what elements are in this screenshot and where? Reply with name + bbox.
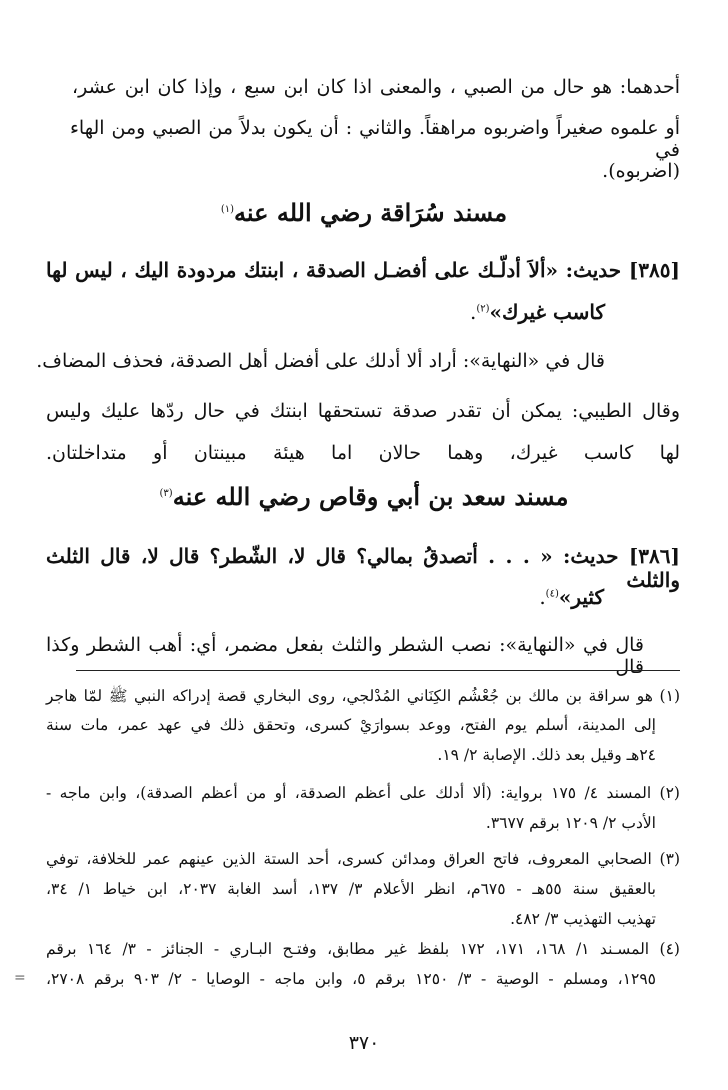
continuation-mark: = — [14, 970, 26, 986]
heading2-footnote-ref: (٣) — [159, 488, 173, 499]
footnote-3-line2: بالعقيق سنة ٥٥هـ - ٦٧٥م، انظر الأعلام ٣/ ١٣٧، أسد الغابة ٢٠٣٧، ابن خياط ١/ ٣٤، — [46, 880, 656, 898]
footnote-divider — [76, 670, 680, 671]
heading2-text: مسند سعد بن أبي وقاص رضي الله عنه — [172, 482, 569, 511]
para3-line1: وقال الطيبي: يمكن أن تقدر صدقة تستحقها ابنتك في حال ردّها عليك وليس — [46, 400, 680, 422]
heading-musnad-saad — [0, 482, 728, 511]
footnote-2-line1: (٢) المسند ٤/ ١٧٥ برواية: (ألا أدلك على أعظم الصدقة، أو من أعظم الصدقة)، وابن ماجه - — [46, 784, 680, 802]
para1-line2: أو علموه صغيراً واضربوه مراهقاً. والثاني : أن يكون بدلاً من الصبي ومن الهاء في — [70, 117, 680, 161]
para1-line1: أحدهما: هو حال من الصبي ، والمعنى اذا كان ابن سبع ، وإذا كان ابن عشر، — [72, 76, 680, 98]
footnote-4-line2: ١٢٩٥، ومسلم - الوصية - ٣/ ١٢٥٠ برقم ٥، وابن ماجه - الوصايا - ٢/ ٩٠٣ برقم ٢٧٠٨، — [46, 970, 656, 988]
heading-musnad-suraqa — [0, 198, 728, 227]
heading1-text: مسند سُرَاقة رضي الله عنه — [234, 198, 508, 227]
hadith-385-line2 — [470, 300, 605, 324]
hadith-385-text-end: كاسب غيرك» — [489, 300, 605, 324]
hadith-385-footnote-ref: (٢) — [476, 303, 490, 315]
para4-nihaya: قال في «النهاية»: نصب الشطر والثلث بفعل مضمر، أي: أهب الشطر وكذا قال — [46, 634, 644, 678]
footnote-2-line2: الأدب ٢/ ١٢٠٩ برقم ٣٦٧٧. — [485, 814, 656, 832]
hadith-386-line2 — [539, 585, 604, 609]
para3-line2: لها كاسب غيرك، وهما حالان اما هيئة مبينتان أو متداخلتان. — [46, 442, 680, 464]
heading1-footnote-ref: (١) — [220, 204, 235, 215]
hadith-385-line1: [٣٨٥] حديث: «ألاَ أدلّـك على أفضـل الصدقة ، ابنتك مردودة اليك ، ليس لها — [46, 258, 680, 282]
hadith-386-footnote-ref: (٤) — [545, 588, 559, 600]
hadith-386-full-stop: . — [539, 585, 546, 609]
para2-nihaya: قال في «النهاية»: أراد ألا أدلك على أفضل أهل الصدقة، فحذف المضاف. — [36, 350, 605, 372]
footnote-1-line2: إلى المدينة، أسلم يوم الفتح، ووعد بسوارَيْ كسرى، وتحقق ذلك في عهد عمر، مات سنة — [46, 716, 656, 734]
hadith-386-text-end: كثير» — [558, 585, 604, 609]
hadith-386-line1: [٣٨٦] حديث: « . . . أتصدقُ بمالي؟ قال لا، الشّطر؟ قال لا، قال الثلث والثلث — [46, 544, 680, 592]
footnote-1-line3: ٢٤هـ وقيل بعد ذلك. الإصابة ٢/ ١٩. — [437, 746, 656, 764]
footnote-1-line1: (١) هو سراقة بن مالك بن جُعْشُم الكِنَاني المُدْلجي، روى البخاري قصة إدراكه النبي ﷺ لمّا هاجر — [46, 687, 680, 705]
footnote-3-line3: تهذيب التهذيب ٣/ ٤٨٢. — [510, 910, 656, 928]
para1-line3: (اضربوه). — [602, 160, 680, 182]
page-number: ٣٧٠ — [348, 1032, 380, 1054]
footnote-4-line1: (٤) المسـند ١/ ١٦٨، ١٧١، ١٧٢ بلفظ غير مطابق، وفتـح البـاري - الجنائز - ٣/ ١٦٤ برقم — [46, 940, 680, 958]
hadith-385-full-stop: . — [469, 300, 477, 324]
footnote-3-line1: (٣) الصحابي المعروف، فاتح العراق ومدائن كسرى، أحد الستة الذين عينهم عمر للخلافة، توفي — [46, 850, 680, 868]
